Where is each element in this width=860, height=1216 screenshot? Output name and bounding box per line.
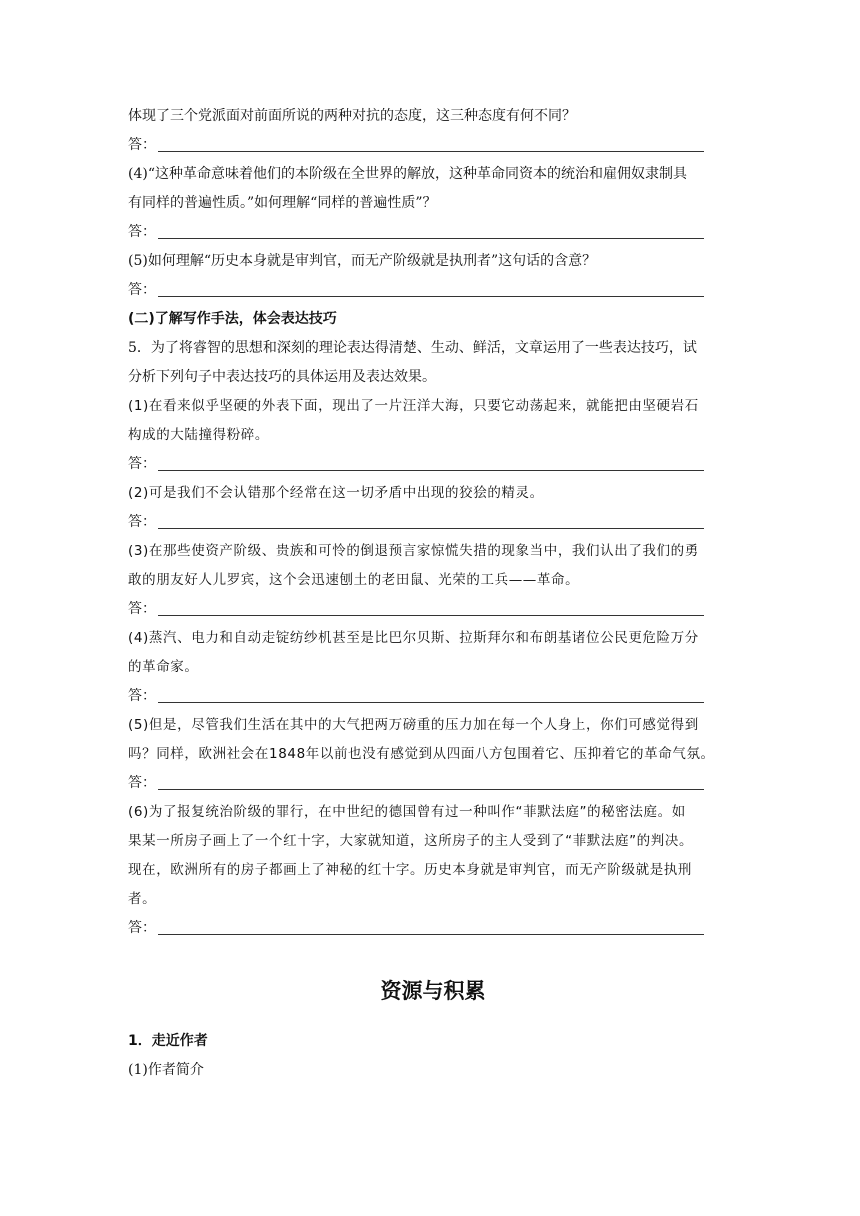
answer-label: 答： bbox=[128, 601, 156, 617]
question-5: (5)如何理解“历史本身就是审判官，而无产阶级就是执刑者”这句话的含意？ bbox=[128, 253, 597, 269]
item-4-line-1: (4)蒸汽、电力和自动走锭纺纱机甚至是比巴尔贝斯、拉斯拜尔和布朗基诸位公民更危险万分 bbox=[128, 630, 699, 646]
item-6-line-1: (6)为了报复统治阶级的罪行，在中世纪的德国曾有过一种叫作“菲默法庭”的秘密法庭。如 bbox=[128, 804, 686, 820]
answer-label: 答： bbox=[128, 137, 156, 153]
answer-label: 答： bbox=[128, 514, 156, 530]
section-2-heading: (二)了解写作手法，体会表达技巧 bbox=[128, 311, 337, 327]
answer-label: 答： bbox=[128, 688, 156, 704]
document-page bbox=[128, 102, 738, 1085]
answer-line[interactable] bbox=[128, 508, 738, 537]
answer-rule bbox=[158, 296, 704, 297]
answer-label: 答： bbox=[128, 456, 156, 472]
resources-section-title: 资源与积累 bbox=[380, 979, 486, 1003]
item-3-line-1: (3)在那些使资产阶级、贵族和可怜的倒退预言家惊慌失措的现象当中，我们认出了我们的勇 bbox=[128, 543, 699, 559]
answer-line[interactable] bbox=[128, 450, 738, 479]
item-2-line-1: (2)可是我们不会认错那个经常在这一切矛盾中出现的狡狯的精灵。 bbox=[128, 485, 544, 501]
answer-line[interactable] bbox=[128, 682, 738, 711]
answer-rule bbox=[158, 470, 704, 471]
item-6-line-2: 果某一所房子画上了一个红十字，大家就知道，这所房子的主人受到了“菲默法庭”的判决。 bbox=[128, 833, 694, 849]
item-5-line-2: 吗？同样，欧洲社会在1848年以前也没有感觉到从四面八方包围着它、压抑着它的革命气氛。 bbox=[128, 746, 715, 762]
answer-line[interactable] bbox=[128, 131, 738, 160]
answer-line[interactable] bbox=[128, 218, 738, 247]
question-5-intro-line-2: 分析下列句子中表达技巧的具体运用及表达效果。 bbox=[128, 369, 436, 385]
resources-item-1: 1．走近作者 bbox=[128, 1033, 208, 1049]
answer-line[interactable] bbox=[128, 914, 738, 943]
resources-item-1-sub: (1)作者简介 bbox=[128, 1062, 204, 1078]
answer-line[interactable] bbox=[128, 769, 738, 798]
question-3-tail: 体现了三个党派面对前面所说的两种对抗的态度，这三种态度有何不同？ bbox=[128, 108, 576, 124]
answer-label: 答： bbox=[128, 775, 156, 791]
answer-line[interactable] bbox=[128, 276, 738, 305]
answer-rule bbox=[158, 151, 704, 152]
answer-rule bbox=[158, 789, 704, 790]
answer-label: 答： bbox=[128, 282, 156, 298]
answer-rule bbox=[158, 702, 704, 703]
answer-label: 答： bbox=[128, 224, 156, 240]
answer-rule bbox=[158, 528, 704, 529]
answer-rule bbox=[158, 238, 704, 239]
answer-line[interactable] bbox=[128, 595, 738, 624]
item-6-line-4: 者。 bbox=[128, 891, 157, 907]
item-4-line-2: 的革命家。 bbox=[128, 659, 199, 675]
item-1-line-2: 构成的大陆撞得粉碎。 bbox=[128, 427, 269, 443]
item-3-line-2: 敢的朋友好人儿罗宾，这个会迅速刨土的老田鼠、光荣的工兵——革命。 bbox=[128, 572, 580, 588]
item-5-line-1: (5)但是，尽管我们生活在其中的大气把两万磅重的压力加在每一个人身上，你们可感觉得到 bbox=[128, 717, 699, 733]
question-4-line-2: 有同样的普遍性质。”如何理解“同样的普遍性质”？ bbox=[128, 195, 437, 211]
question-4-line-1: (4)“这种革命意味着他们的本阶级在全世界的解放，这种革命同资本的统治和雇佣奴隶制具 bbox=[128, 166, 687, 182]
question-5-intro-line-1: 5．为了将睿智的思想和深刻的理论表达得清楚、生动、鲜活，文章运用了一些表达技巧，试 bbox=[128, 340, 697, 356]
answer-rule bbox=[158, 615, 704, 616]
item-6-line-3: 现在，欧洲所有的房子都画上了神秘的红十字。历史本身就是审判官，而无产阶级就是执刑 bbox=[128, 862, 692, 878]
answer-rule bbox=[158, 934, 704, 935]
item-1-line-1: (1)在看来似乎坚硬的外表下面，现出了一片汪洋大海，只要它动荡起来，就能把由坚硬岩石 bbox=[128, 398, 699, 414]
answer-label: 答： bbox=[128, 920, 156, 936]
